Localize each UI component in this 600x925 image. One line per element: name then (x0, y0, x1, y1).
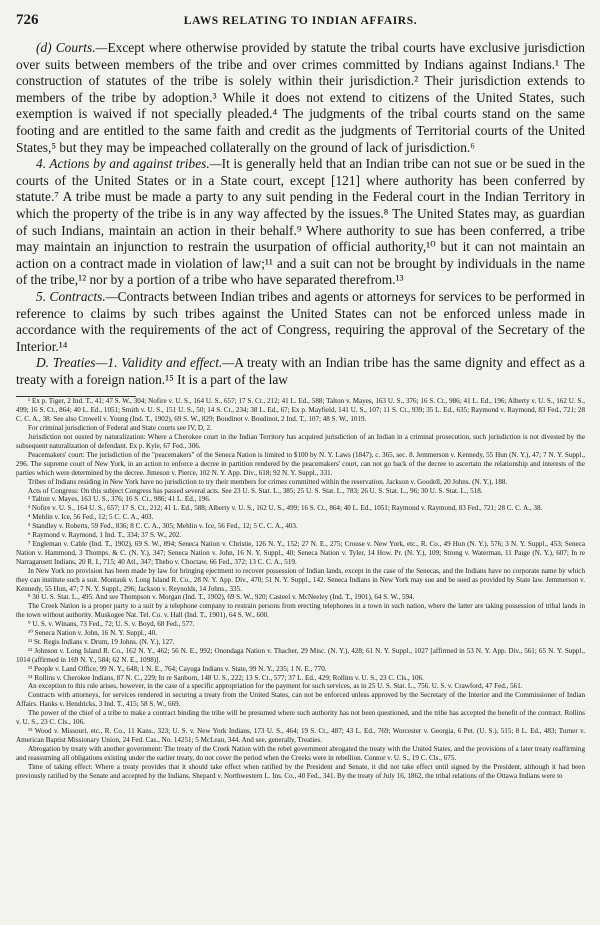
footnote: ¹⁰ Seneca Nation v. John, 16 N. Y. Suppl., 40. (28, 629, 158, 638)
footnote: ⁶ Raymond v. Raymond, 1 Ind. T., 334; 37 S. W., 202. (28, 531, 182, 540)
page-number: 726 (16, 12, 39, 28)
footnotes (16, 397, 585, 780)
footnote: ¹¹ St. Regis Indians v. Drum, 19 Johns. (N. Y.), 127. (28, 637, 175, 646)
footnote: Acts of Congress: On this subject Congress has passed several acts. See 23 U. S. Stat. L., 385; 25 U. S. Stat. L., 783; 26 U. S. Stat. L., 96; 30 U. S. Stat. L., 518. (28, 486, 483, 495)
footnote: Time of taking effect: Where a treaty provides that it should take effect when ratified by the President and Senate, it did not take effect until signed by the President, although it had been previously ratified by the Senate and accepted by the Indians. Shepard v. Northwestern L. Ins. Co., 40 Fed., 341. By the treaty of July 16, 1862, the tribal relations of the Ottawa Indians were to (16, 762, 585, 780)
footnote: ⁵ Standley v. Roberts, 59 Fed., 836; 8 C. C. A., 305; Mehlin v. Ice, 56 Fed., 12; 5 C. C. A., 403. (28, 522, 298, 531)
footnote: ² Talton v. Mayes, 163 U. S., 376; 16 S. Ct., 986; 41 L. Ed., 196. (28, 495, 211, 504)
footnote: ¹⁴ Rollins v. Cherokee Indians, 87 N. C., 229; In re Sanborn, 148 U. S., 222; 13 S. Ct., 577; 37 L. Ed., 429; Rollins v. U. S., 23 C. Cls., 106. (28, 673, 424, 682)
heading-actions: 4. Actions by and against tribes.— (36, 156, 222, 172)
footnote: Tribes of Indians residing in New York have no jurisdiction to try their members for crimes committed within the reservation. Jackson v. Goodell, 20 Johns. (N. Y.), 188. (28, 477, 508, 486)
heading-treaties: D. Treaties—1. Validity and effect.— (36, 355, 235, 371)
paragraph-actions (16, 156, 585, 289)
footnote: For criminal jurisdiction of Federal and State courts see IV, D, 2. (28, 424, 212, 433)
footnote: Jurisdiction not ousted by naturalization: Where a Cherokee court in the Indian Territory has acquired jurisdiction of an Indian in a criminal prosecution, such jurisdiction is not divested by the subsequent naturalization of defendant. Ex p. Kyle, 67 Fed., 306. (16, 433, 585, 450)
footnote: ¹ Ex p. Tiger, 2 Ind. T., 41; 47 S. W., 304; Nofire v. U. S., 164 U. S., 657; 17 S. Ct., 212; 41 L. Ed., 588; Talton v. Mayes, 163 U. S., 376; 16 S. Ct., 986; 41 L. Ed., 196; Alberty v. U. S., 162 U. S., 499; 16 S. Ct., 864; 40 L. Ed., 1051; Smith v. U. S., 151 U. S., 50; 14 S. Ct., 234; 38 L. Ed., 67; Ex p. Mayfield, 141 U. S., 107; 11 S. Ct., 939; 35 L. Ed., 635; Raymond v. Raymond, 83 Fed., 721; 28 C. C. A., 38. See also Crowell v. Young (Ind. T., 1902), 69 S. W., 829; Boudinot v. Boudinot, 2 Ind. T., 107; 48 S. W., 1019. (16, 397, 585, 424)
footnote: ⁹ U. S. v. Winans, 73 Fed., 72; U. S. v. Boyd, 68 Fed., 577. (28, 620, 195, 629)
heading-courts: (d) Courts.— (36, 40, 108, 55)
text-actions: It is generally held that an Indian tribe can not sue or be sued in the courts of the United States or in a State court, except [121] where authority has been conferred by statute.⁷ A tribe must be made a party to any suit pending in the Federal court in the Indian Territory in which the property of the tribe is in any way affected by the issues.⁸ The United States may, as guardian of such Indians, maintain an action in their behalf.⁹ Where authority to sue has been conferred, a tribe may maintain an injunction to restrain the usurpation of official authority,¹⁰ but it can not maintain an action on a contract made in violation of law;¹¹ and a suit can not be brought by individuals in the name of the tribe,¹² nor by a portion of a tribe who have separated therefrom.¹³ (16, 156, 585, 288)
body-text (16, 40, 585, 388)
text-treaties: A treaty with an Indian tribe has the same dignity and effect as a treaty with a foreign nation.¹⁵ It is a part of the law (16, 355, 585, 387)
footnote: ⁸ 30 U. S. Stat. L., 495. And see Thompson v. Morgan (Ind. T., 1902), 69 S. W., 920; Casteel v. McNeeley (Ind. T., 1901), 64 S. W., 594. (28, 593, 415, 602)
footnote: ³ Nofire v. U. S., 164 U. S., 657; 17 S. Ct., 212; 41 L. Ed., 588; Alberty v. U. S., 162 U. S., 499; 16 S. Ct., 864; 40 L. Ed., 1051; Raymond v. Raymond, 83 Fed., 721; 28 C. C. A., 38. (28, 504, 543, 513)
running-title: LAWS RELATING TO INDIAN AFFAIRS. (183, 15, 418, 27)
footnote: The Creek Nation is a proper party to a suit by a telephone company to restrain persons from erecting telephones in a town in such nation, where the latter are taking possession of tribal lands in the town without authority. Muskogee Nat. Tel. Co. v. Hall (Ind. T., 1901), 64 S. W., 600. (16, 602, 585, 620)
running-head (16, 12, 585, 38)
footnote: In New York no provision has been made by law for bringing ejectment to recover possession of Indian lands, except in the case of the Senecas, and the Indians have no corporate name by which they can institute such a suit. Montauk v. Long Island R. Co., 28 N. Y. App. Div., 470; 51 N. Y. Suppl., 142. Seneca Indians in New York may sue and be sued as provided by State law. Jemmerson v. Kennedy, 55 Hun, 47; 7 N. Y. Suppl., 296; Jackson v. Reynolds, 14 Johns., 335. (16, 566, 585, 593)
footnote: ¹⁵ Wood v. Missouri, etc., R. Co., 11 Kans., 323; U. S. v. New York Indians, 173 U. S., 464; 19 S. Ct., 487; 43 L. Ed., 769; Worcester v. Georgia, 6 Pet. (U. S.), 515; 8 L. Ed., 483; Turner v. American Baptist Missionary Union, 24 Fed. Cas., No. 14251; 5 McLean, 344. And see, generally, Treaties. (16, 727, 585, 744)
text-courts: Except where otherwise provided by statute the tribal courts have exclusive jurisdiction over suits between members of the tribe and over crimes committed by Indians against Indians.¹ The construction of statutes of the tribe is solely within their jurisdiction.² Their jurisdiction extends to members of the tribe by adoption.³ While it does not extend to citizens of the United States, such exemption is waived if not specially pleaded.⁴ The judgments of the tribal courts stand on the same footing and are entitled to the same faith and credit as the judgments of Territorial courts of the United States,⁵ but they may be impeached collaterally on the ground of lack of jurisdiction.⁶ (16, 40, 585, 155)
footnote: Peacemakers' court: The jurisdiction of the "peacemakers" of the Seneca Nation is limited to $100 by N. Y. Laws (1847), c. 365, sec. 8. Jemmerson v. Kennedy, 55 Hun (N. Y.), 47; 7 N. Y. Suppl., 296. The supreme court of New York, in an action to enforce a decree in partition rendered by the peacemakers' court, can not go back of the decree to ascertain the relationship and interests of the parties which were determined by the decree. Jimeson v. Pierce, 102 N. Y. App. Div., 618; 92 N. Y. Suppl., 331. (16, 450, 585, 477)
text-contracts: Contracts between Indian tribes and agents or attorneys for services to be performed in reference to claims by such tribes against the United States can not be enforced unless made in accordance with the requirements of the act of Congress, requiring the approval of the Secretary of the Interior.¹⁴ (16, 288, 585, 354)
footnote: An exception to this rule arises, however, in the case of a specific appropriation for the payment for such services, as in 25 U. S. Stat. L., 756. U. S. v. Crawford, 47 Fed., 561. (28, 682, 523, 691)
paragraph-treaties (16, 355, 585, 388)
heading-contracts: 5. Contracts.— (36, 288, 118, 304)
footnote: ¹³ People v. Land Office, 99 N. Y., 648; 1 N. E., 764; Cayuga Indians v. State, 99 N. Y., 235; 1 N. E., 770. (28, 664, 327, 673)
footnote: ⁴ Mehlin v. Ice, 56 Fed., 12; 5 C. C. A., 403. (28, 513, 154, 522)
footnote: ¹² Johnson v. Long Island R. Co., 162 N. Y., 462; 56 N. E., 992; Onondaga Nation v. Thacher, 29 Misc. (N. Y.), 428; 61 N. Y. Suppl., 1027 [affirmed in 53 N. Y. App. Div., 561; 65 N. Y. Suppl., 1014 (affirmed in 169 N. Y., 584; 62 N. E., 1098)]. (16, 646, 585, 664)
paragraph-contracts (16, 289, 585, 355)
footnote: The power of the chief of a tribe to make a contract binding the tribe will be presumed where such authority has not been questioned, and the tribe has accepted the benefit of the contract. Rollins v. U. S., 23 C. Cls., 106. (16, 709, 585, 727)
paragraph-courts (16, 40, 585, 156)
footnote: Abrogation by treaty with another government: The treaty of the Creek Nation with the rebel government abrogated the treaty with the United States, and the provisions of a later treaty reaffirming and reassuming all obligations existing under the earlier treaty, do not cover the period when the Creeks were in rebellion. Connor v. U. S., 19 C. Cls., 675. (16, 744, 585, 762)
footnote: Contracts with attorneys, for services rendered in securing a treaty from the United States, can not be enforced unless approved by the Secretary of the Interior and the Commissioner of Indian Affairs. Hanks v. Hendricks, 3 Ind. T., 415; 58 S. W., 669. (16, 691, 585, 709)
footnote: ⁷ Engleman v. Cable (Ind. T., 1902), 69 S. W., 894; Seneca Nation v. Christie, 126 N. Y., 152; 27 N. E., 275; Crouse v. New York, etc., R. Co., 49 Hun (N. Y.), 576; 3 N. Y. Suppl., 453; Seneca Nation v. Hammond, 3 Thomps. & C. (N. Y.), 347; Seneca Nation v. John, 16 N. Y. Suppl., 40; Seneca Nation v. Tyler, 14 How. Pr. (N. Y.), 109; Strong v. Waterman, 11 Paige (N. Y.), 607; In re Narragansett Indians, 20 R. I., 715; 40 Atl., 347; Thebo v. Choctaw, 66 Fed., 372; 13 C. C. A., 519. (16, 539, 585, 566)
